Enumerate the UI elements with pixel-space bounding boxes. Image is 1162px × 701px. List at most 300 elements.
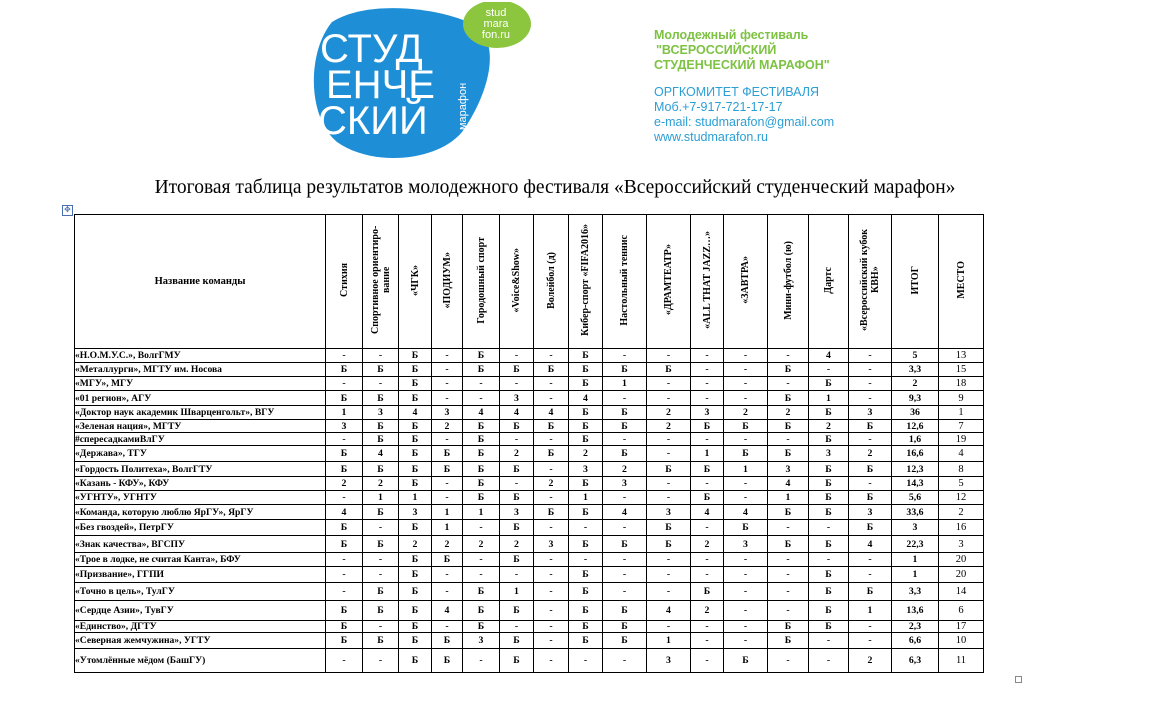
- score-cell: -: [809, 520, 849, 536]
- score-cell: Б: [326, 536, 363, 553]
- table-row: [75, 420, 984, 433]
- score-cell: -: [500, 621, 534, 633]
- score-cell: -: [647, 491, 691, 505]
- team-name: «Утомлённые мёдом (БашГУ): [75, 649, 326, 673]
- score-cell: -: [432, 391, 463, 406]
- score-cell: -: [463, 567, 500, 583]
- score-cell: -: [534, 462, 569, 477]
- score-cell: -: [569, 553, 603, 567]
- score-cell: -: [849, 349, 892, 363]
- score-cell: Б: [569, 406, 603, 420]
- score-cell: 1: [399, 491, 432, 505]
- festival-line-1: Молодежный фестиваль: [654, 28, 809, 42]
- score-cell: -: [849, 433, 892, 446]
- score-cell: -: [500, 349, 534, 363]
- column-header: [326, 215, 363, 349]
- score-cell: -: [603, 520, 647, 536]
- score-cell: -: [724, 349, 768, 363]
- column-header-label: Кибер-спорт «FIFA2016»: [580, 224, 591, 336]
- score-cell: -: [534, 567, 569, 583]
- score-cell: -: [768, 601, 809, 621]
- total-cell: 9,3: [892, 391, 939, 406]
- column-header: [534, 215, 569, 349]
- score-cell: Б: [363, 583, 399, 601]
- page-title: Итоговая таблица результатов молодежного фестиваля «Всероссийский студенческий марафон»: [154, 177, 956, 198]
- place-cell: 14: [939, 583, 984, 601]
- column-header-label: Волейбол (д): [545, 251, 557, 309]
- column-header: [647, 215, 691, 349]
- total-cell: 1: [892, 553, 939, 567]
- score-cell: -: [500, 433, 534, 446]
- score-cell: Б: [363, 462, 399, 477]
- score-cell: -: [363, 567, 399, 583]
- score-cell: -: [691, 349, 724, 363]
- score-cell: -: [691, 553, 724, 567]
- score-cell: -: [809, 553, 849, 567]
- score-cell: -: [647, 583, 691, 601]
- score-cell: 4: [647, 601, 691, 621]
- score-cell: -: [326, 649, 363, 673]
- score-cell: Б: [647, 536, 691, 553]
- score-cell: 1: [432, 520, 463, 536]
- score-cell: 2: [463, 536, 500, 553]
- column-header-label: «ЧГК»: [409, 264, 421, 296]
- score-cell: 4: [603, 505, 647, 520]
- badge-line-2: mara: [483, 18, 509, 30]
- score-cell: Б: [399, 601, 432, 621]
- table-row: [75, 601, 984, 621]
- score-cell: 3: [603, 477, 647, 491]
- score-cell: -: [691, 633, 724, 649]
- score-cell: -: [768, 649, 809, 673]
- score-cell: Б: [534, 363, 569, 377]
- score-cell: 1: [724, 462, 768, 477]
- total-cell: 1,6: [892, 433, 939, 446]
- score-cell: 2: [809, 420, 849, 433]
- score-cell: 1: [603, 377, 647, 391]
- score-cell: Б: [432, 633, 463, 649]
- column-header: [432, 215, 463, 349]
- place-cell: 12: [939, 491, 984, 505]
- score-cell: Б: [603, 420, 647, 433]
- score-cell: -: [432, 567, 463, 583]
- table-row: [75, 621, 984, 633]
- place-cell: 5: [939, 477, 984, 491]
- email: e-mail: studmarafon@gmail.com: [654, 115, 835, 129]
- table-move-handle-icon[interactable]: ✥: [62, 205, 73, 216]
- score-cell: Б: [399, 349, 432, 363]
- score-cell: Б: [399, 583, 432, 601]
- score-cell: -: [534, 520, 569, 536]
- score-cell: Б: [399, 420, 432, 433]
- score-cell: -: [326, 433, 363, 446]
- table-resize-handle[interactable]: [1015, 676, 1022, 683]
- score-cell: Б: [809, 477, 849, 491]
- logo-side-text: марафон: [457, 82, 469, 130]
- score-cell: Б: [500, 420, 534, 433]
- score-cell: Б: [500, 363, 534, 377]
- score-cell: -: [768, 553, 809, 567]
- score-cell: Б: [569, 433, 603, 446]
- score-cell: Б: [691, 583, 724, 601]
- team-name: «Команда, которую люблю ЯрГУ», ЯрГУ: [75, 505, 326, 520]
- place-cell: 10: [939, 633, 984, 649]
- score-cell: Б: [463, 433, 500, 446]
- table-row: [75, 446, 984, 462]
- score-cell: -: [534, 491, 569, 505]
- score-cell: -: [603, 583, 647, 601]
- team-name: «Доктор наук академик Шварценгольт», ВГУ: [75, 406, 326, 420]
- column-header: [500, 215, 534, 349]
- score-cell: 1: [500, 583, 534, 601]
- score-cell: Б: [326, 391, 363, 406]
- place-cell: 13: [939, 349, 984, 363]
- score-cell: Б: [399, 520, 432, 536]
- score-cell: Б: [500, 520, 534, 536]
- score-cell: -: [691, 363, 724, 377]
- score-cell: 3: [768, 462, 809, 477]
- total-cell: 3,3: [892, 363, 939, 377]
- score-cell: 3: [326, 420, 363, 433]
- score-cell: Б: [724, 420, 768, 433]
- score-cell: -: [849, 477, 892, 491]
- score-cell: Б: [647, 363, 691, 377]
- score-cell: Б: [399, 391, 432, 406]
- score-cell: 3: [691, 406, 724, 420]
- total-cell: 1: [892, 567, 939, 583]
- table-row: [75, 520, 984, 536]
- score-cell: -: [647, 349, 691, 363]
- score-cell: 4: [326, 505, 363, 520]
- table-row: [75, 433, 984, 446]
- total-cell: 3: [892, 520, 939, 536]
- table-row: [75, 633, 984, 649]
- score-cell: -: [849, 363, 892, 377]
- score-cell: -: [534, 377, 569, 391]
- score-cell: -: [724, 377, 768, 391]
- score-cell: Б: [603, 406, 647, 420]
- score-cell: Б: [399, 553, 432, 567]
- score-cell: 3: [647, 505, 691, 520]
- score-cell: -: [432, 583, 463, 601]
- score-cell: Б: [647, 520, 691, 536]
- column-header-label: «ЗАВТРА»: [740, 256, 751, 304]
- score-cell: -: [603, 349, 647, 363]
- score-cell: Б: [809, 377, 849, 391]
- score-cell: 4: [724, 505, 768, 520]
- score-cell: -: [363, 520, 399, 536]
- place-cell: 16: [939, 520, 984, 536]
- table-row: [75, 349, 984, 363]
- score-cell: -: [569, 649, 603, 673]
- score-cell: 4: [691, 505, 724, 520]
- score-cell: -: [809, 633, 849, 649]
- column-header: [939, 215, 984, 349]
- score-cell: Б: [569, 377, 603, 391]
- score-cell: Б: [849, 420, 892, 433]
- total-cell: 14,3: [892, 477, 939, 491]
- score-cell: 2: [647, 420, 691, 433]
- score-cell: Б: [849, 462, 892, 477]
- committee: ОРГКОМИТЕТ ФЕСТИВАЛЯ: [654, 85, 820, 99]
- score-cell: -: [534, 349, 569, 363]
- score-cell: Б: [500, 601, 534, 621]
- score-cell: Б: [768, 621, 809, 633]
- score-cell: 3: [363, 406, 399, 420]
- column-header: [603, 215, 647, 349]
- column-header-label: Настольный теннис: [619, 234, 630, 326]
- score-cell: Б: [569, 621, 603, 633]
- column-header: [849, 215, 892, 349]
- score-cell: -: [500, 567, 534, 583]
- score-cell: 1: [569, 491, 603, 505]
- column-header-label: МЕСТО: [955, 261, 967, 299]
- score-cell: -: [534, 601, 569, 621]
- score-cell: Б: [569, 601, 603, 621]
- score-cell: Б: [463, 363, 500, 377]
- team-name: «Металлурги», МГТУ им. Носова: [75, 363, 326, 377]
- score-cell: Б: [809, 491, 849, 505]
- score-cell: -: [326, 491, 363, 505]
- column-header-label: Городошный спорт: [475, 236, 487, 324]
- score-cell: -: [768, 433, 809, 446]
- total-cell: 3,3: [892, 583, 939, 601]
- score-cell: 2: [724, 406, 768, 420]
- score-cell: 2: [603, 462, 647, 477]
- score-cell: -: [432, 349, 463, 363]
- score-cell: -: [691, 377, 724, 391]
- score-cell: Б: [603, 633, 647, 649]
- score-cell: 4: [399, 406, 432, 420]
- score-cell: 3: [647, 649, 691, 673]
- column-header: [463, 215, 500, 349]
- score-cell: -: [500, 477, 534, 491]
- score-cell: -: [724, 567, 768, 583]
- score-cell: -: [463, 553, 500, 567]
- festival-line-2: "ВСЕРОССИЙСКИЙ: [656, 43, 777, 57]
- score-cell: Б: [399, 462, 432, 477]
- score-cell: Б: [768, 420, 809, 433]
- score-cell: -: [724, 621, 768, 633]
- team-name: «01 регион», АГУ: [75, 391, 326, 406]
- team-name: «Держава», ТГУ: [75, 446, 326, 462]
- table-row: [75, 649, 984, 673]
- score-cell: Б: [809, 462, 849, 477]
- place-cell: 19: [939, 433, 984, 446]
- score-cell: Б: [463, 491, 500, 505]
- score-cell: Б: [768, 633, 809, 649]
- score-cell: Б: [363, 433, 399, 446]
- column-header: [569, 215, 603, 349]
- score-cell: Б: [849, 520, 892, 536]
- table-row: [75, 377, 984, 391]
- score-cell: Б: [603, 621, 647, 633]
- place-cell: 20: [939, 567, 984, 583]
- total-cell: 6,6: [892, 633, 939, 649]
- score-cell: -: [724, 601, 768, 621]
- score-cell: Б: [500, 633, 534, 649]
- score-cell: Б: [363, 505, 399, 520]
- score-cell: Б: [724, 446, 768, 462]
- badge-line-1: stud: [485, 7, 507, 19]
- score-cell: Б: [500, 462, 534, 477]
- score-cell: -: [724, 553, 768, 567]
- festival-line-3: СТУДЕНЧЕСКИЙ МАРАФОН": [654, 58, 830, 72]
- score-cell: -: [647, 433, 691, 446]
- score-cell: -: [326, 377, 363, 391]
- table-row: [75, 505, 984, 520]
- team-name: «Трое в лодке, не считая Канта», БФУ: [75, 553, 326, 567]
- score-cell: -: [432, 491, 463, 505]
- score-cell: 2: [691, 601, 724, 621]
- team-name: «Без гвоздей», ПетрГУ: [75, 520, 326, 536]
- score-cell: Б: [724, 520, 768, 536]
- score-cell: 2: [326, 477, 363, 491]
- score-cell: Б: [809, 567, 849, 583]
- team-name: «Казань - КФУ», КФУ: [75, 477, 326, 491]
- logo-text-3: СКИЙ: [318, 99, 428, 143]
- score-cell: Б: [569, 633, 603, 649]
- table-row: [75, 536, 984, 553]
- score-cell: Б: [399, 621, 432, 633]
- score-cell: -: [603, 391, 647, 406]
- score-cell: 1: [647, 633, 691, 649]
- place-cell: 17: [939, 621, 984, 633]
- total-cell: 5,6: [892, 491, 939, 505]
- score-cell: 4: [500, 406, 534, 420]
- score-cell: 3: [849, 505, 892, 520]
- score-cell: -: [363, 377, 399, 391]
- score-cell: -: [849, 553, 892, 567]
- score-cell: Б: [724, 649, 768, 673]
- total-cell: 36: [892, 406, 939, 420]
- score-cell: 2: [500, 536, 534, 553]
- score-cell: 4: [463, 406, 500, 420]
- score-cell: Б: [809, 621, 849, 633]
- score-cell: 1: [432, 505, 463, 520]
- total-cell: 16,6: [892, 446, 939, 462]
- score-cell: Б: [691, 491, 724, 505]
- score-cell: 3: [569, 462, 603, 477]
- column-header: [768, 215, 809, 349]
- team-name: «МГУ», МГУ: [75, 377, 326, 391]
- score-cell: -: [534, 433, 569, 446]
- score-cell: -: [603, 553, 647, 567]
- team-name: «Знак качества», ВГСПУ: [75, 536, 326, 553]
- score-cell: Б: [399, 567, 432, 583]
- score-cell: 2: [691, 536, 724, 553]
- place-cell: 18: [939, 377, 984, 391]
- score-cell: 2: [363, 477, 399, 491]
- score-cell: Б: [768, 446, 809, 462]
- column-header-label: Мини-футбол (ю): [782, 240, 794, 320]
- score-cell: Б: [534, 446, 569, 462]
- phone: Моб.+7-917-721-17-17: [654, 100, 783, 114]
- score-cell: Б: [463, 462, 500, 477]
- score-cell: -: [463, 520, 500, 536]
- score-cell: -: [768, 349, 809, 363]
- score-cell: -: [724, 433, 768, 446]
- score-cell: Б: [399, 433, 432, 446]
- score-cell: Б: [326, 520, 363, 536]
- score-cell: Б: [768, 536, 809, 553]
- score-cell: 3: [432, 406, 463, 420]
- column-header-label: «ПОДИУМ»: [441, 251, 453, 309]
- score-cell: 2: [432, 420, 463, 433]
- score-cell: -: [647, 477, 691, 491]
- column-header-label: «ALL THAT JAZZ…»: [701, 231, 713, 329]
- score-cell: Б: [326, 462, 363, 477]
- score-cell: -: [534, 553, 569, 567]
- score-cell: -: [768, 583, 809, 601]
- score-cell: Б: [463, 477, 500, 491]
- team-name: #спересадкамиВлГУ: [75, 433, 326, 446]
- score-cell: Б: [809, 601, 849, 621]
- team-name: «Гордость Политеха», ВолгГТУ: [75, 462, 326, 477]
- score-cell: 4: [363, 446, 399, 462]
- score-cell: -: [463, 377, 500, 391]
- score-cell: Б: [463, 601, 500, 621]
- total-cell: 2: [892, 377, 939, 391]
- score-cell: -: [724, 491, 768, 505]
- score-cell: Б: [463, 420, 500, 433]
- place-cell: 2: [939, 505, 984, 520]
- score-cell: 3: [724, 536, 768, 553]
- score-cell: 2: [399, 536, 432, 553]
- place-cell: 3: [939, 536, 984, 553]
- column-header: [363, 215, 399, 349]
- score-cell: 2: [534, 477, 569, 491]
- table-row: [75, 462, 984, 477]
- place-cell: 20: [939, 553, 984, 567]
- score-cell: Б: [463, 446, 500, 462]
- score-cell: 2: [849, 446, 892, 462]
- score-cell: -: [849, 391, 892, 406]
- score-cell: Б: [849, 491, 892, 505]
- score-cell: -: [691, 477, 724, 491]
- place-cell: 4: [939, 446, 984, 462]
- column-header-label: «ДРАМТЕАТР»: [663, 244, 674, 316]
- name-column-header: Название команды: [75, 215, 326, 349]
- score-cell: Б: [534, 505, 569, 520]
- total-cell: 5: [892, 349, 939, 363]
- results-table: [74, 214, 984, 673]
- score-cell: Б: [603, 601, 647, 621]
- table-row: [75, 406, 984, 420]
- score-cell: -: [534, 649, 569, 673]
- score-cell: Б: [326, 446, 363, 462]
- team-name: «Н.О.М.У.С.», ВолгГМУ: [75, 349, 326, 363]
- score-cell: -: [768, 377, 809, 391]
- website: www.studmarafon.ru: [654, 130, 768, 144]
- place-cell: 9: [939, 391, 984, 406]
- column-header-label: «Всероссийский кубок КВН»: [859, 229, 881, 331]
- score-cell: -: [326, 583, 363, 601]
- score-cell: 1: [363, 491, 399, 505]
- place-cell: 6: [939, 601, 984, 621]
- score-cell: -: [534, 583, 569, 601]
- badge-line-3: fon.ru: [481, 29, 511, 41]
- score-cell: -: [363, 621, 399, 633]
- score-cell: -: [809, 363, 849, 377]
- score-cell: 3: [534, 536, 569, 553]
- score-cell: Б: [432, 446, 463, 462]
- score-cell: -: [500, 377, 534, 391]
- score-cell: Б: [399, 477, 432, 491]
- score-cell: -: [691, 520, 724, 536]
- score-cell: Б: [500, 649, 534, 673]
- column-header: [399, 215, 432, 349]
